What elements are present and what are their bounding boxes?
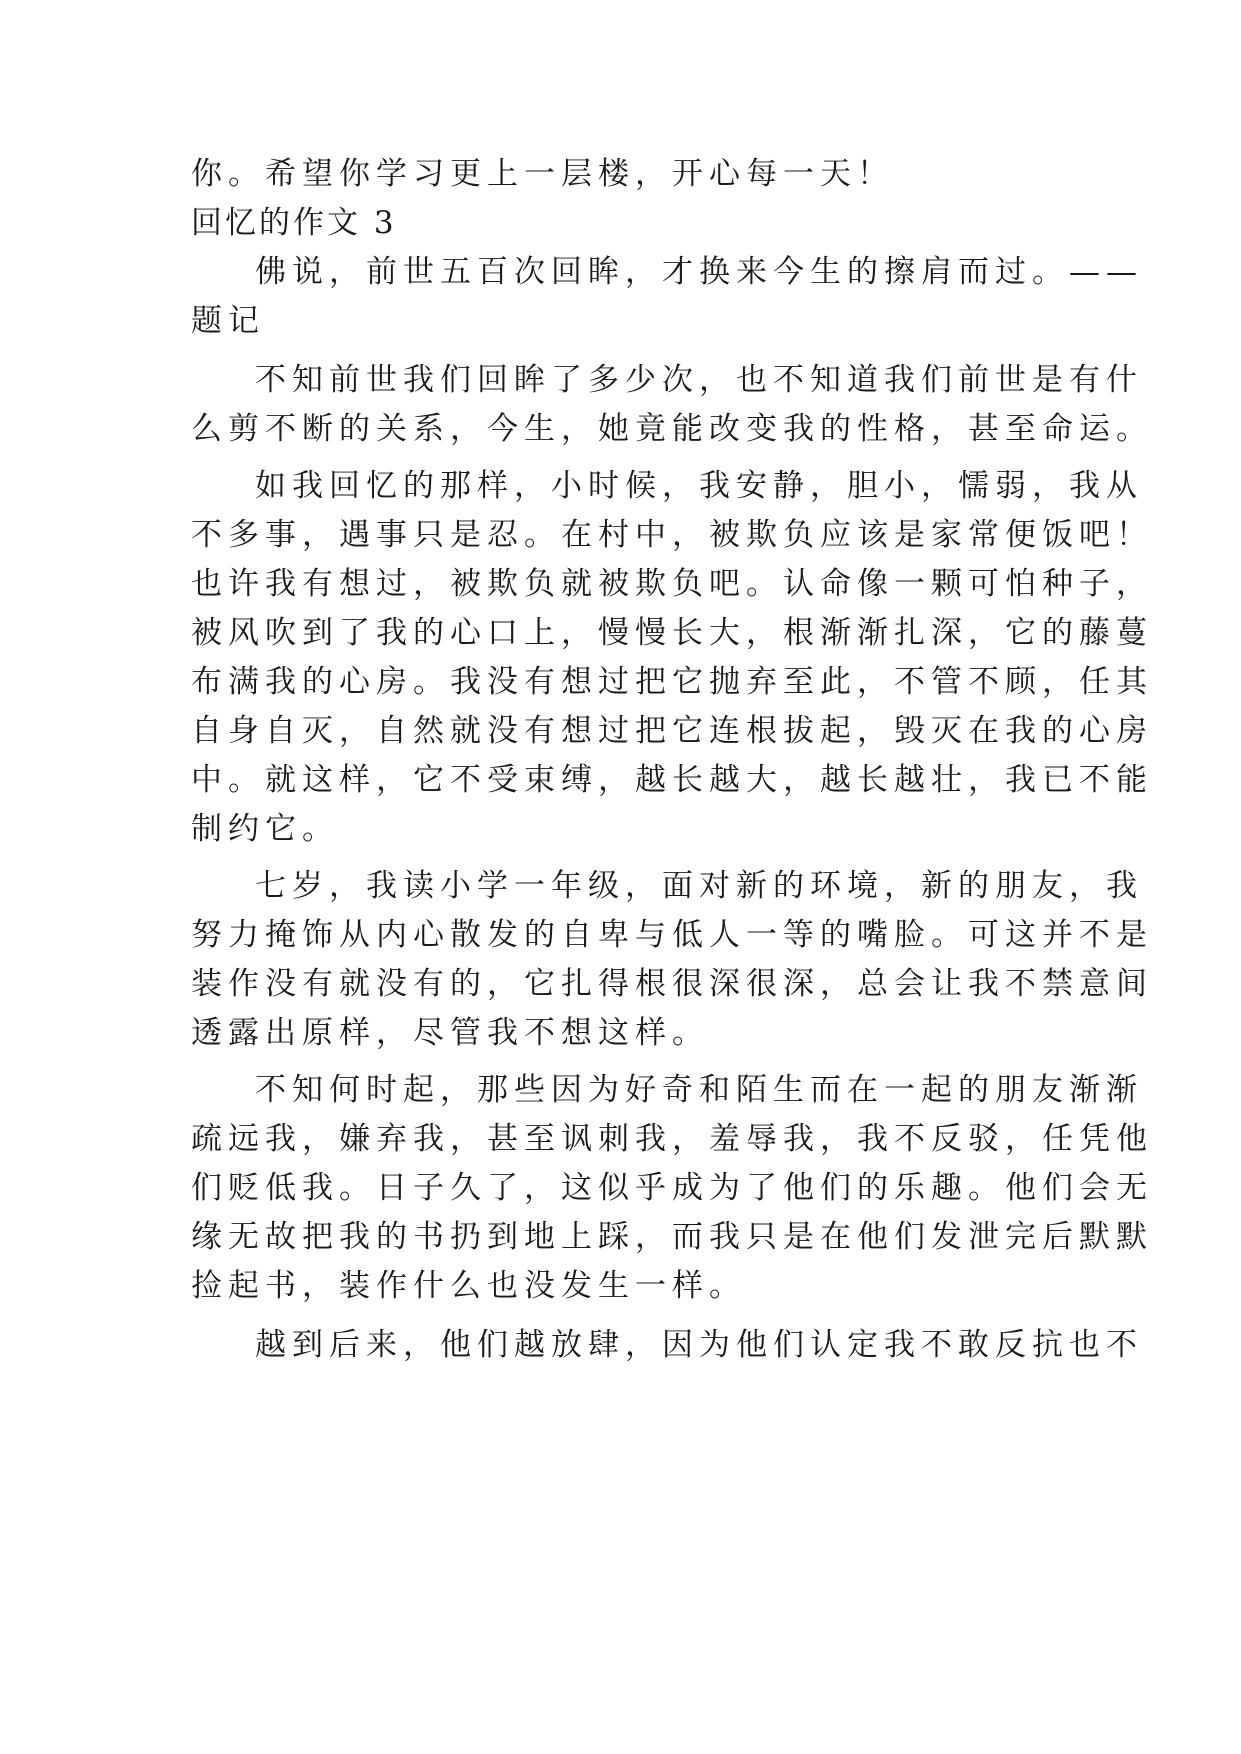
text-line: 佛说，前世五百次回眸，才换来今生的擦肩而过。—— xyxy=(255,254,1143,290)
text-line: 么剪不断的关系，今生，她竟能改变我的性格，甚至命运。 xyxy=(191,411,1153,447)
text-line: 捡起书，装作什么也没发生一样。 xyxy=(191,1268,746,1304)
text-line: 如我回忆的那样，小时候，我安静，胆小，懦弱，我从 xyxy=(255,468,1143,504)
text-line: 布满我的心房。我没有想过把它抛弃至此，不管不顾，任其 xyxy=(191,664,1153,700)
text-line: 七岁，我读小学一年级，面对新的环境，新的朋友，我 xyxy=(255,868,1143,904)
section-heading: 回忆的作文 3 xyxy=(191,205,397,241)
text-line: 自身自灭，自然就没有想过把它连根拔起，毁灭在我的心房 xyxy=(191,713,1153,749)
text-line: 越到后来，他们越放肆，因为他们认定我不敢反抗也不 xyxy=(255,1327,1143,1363)
text-line: 被风吹到了我的心口上，慢慢长大，根渐渐扎深，它的藤蔓 xyxy=(191,615,1153,651)
text-line: 缘无故把我的书扔到地上踩，而我只是在他们发泄完后默默 xyxy=(191,1219,1153,1255)
text-line: 透露出原样，尽管我不想这样。 xyxy=(191,1015,709,1051)
text-line: 不知何时起，那些因为好奇和陌生而在一起的朋友渐渐 xyxy=(255,1072,1143,1108)
text-line: 不知前世我们回眸了多少次，也不知道我们前世是有什 xyxy=(255,362,1143,398)
text-line: 努力掩饰从内心散发的自卑与低人一等的嘴脸。可这并不是 xyxy=(191,917,1153,953)
text-line: 中。就这样，它不受束缚，越长越大，越长越壮，我已不能 xyxy=(191,762,1153,798)
text-line: 制约它。 xyxy=(191,811,339,847)
text-line: 装作没有就没有的，它扎得根很深很深，总会让我不禁意间 xyxy=(191,966,1153,1002)
text-line: 题记 xyxy=(191,303,265,339)
text-line: 你。希望你学习更上一层楼，开心每一天！ xyxy=(191,156,894,192)
text-line: 也许我有想过，被欺负就被欺负吧。认命像一颗可怕种子， xyxy=(191,566,1153,602)
text-line: 们贬低我。日子久了，这似乎成为了他们的乐趣。他们会无 xyxy=(191,1170,1153,1206)
text-line: 疏远我，嫌弃我，甚至讽刺我，羞辱我，我不反驳，任凭他 xyxy=(191,1121,1153,1157)
text-line: 不多事，遇事只是忍。在村中，被欺负应该是家常便饭吧！ xyxy=(191,517,1153,553)
